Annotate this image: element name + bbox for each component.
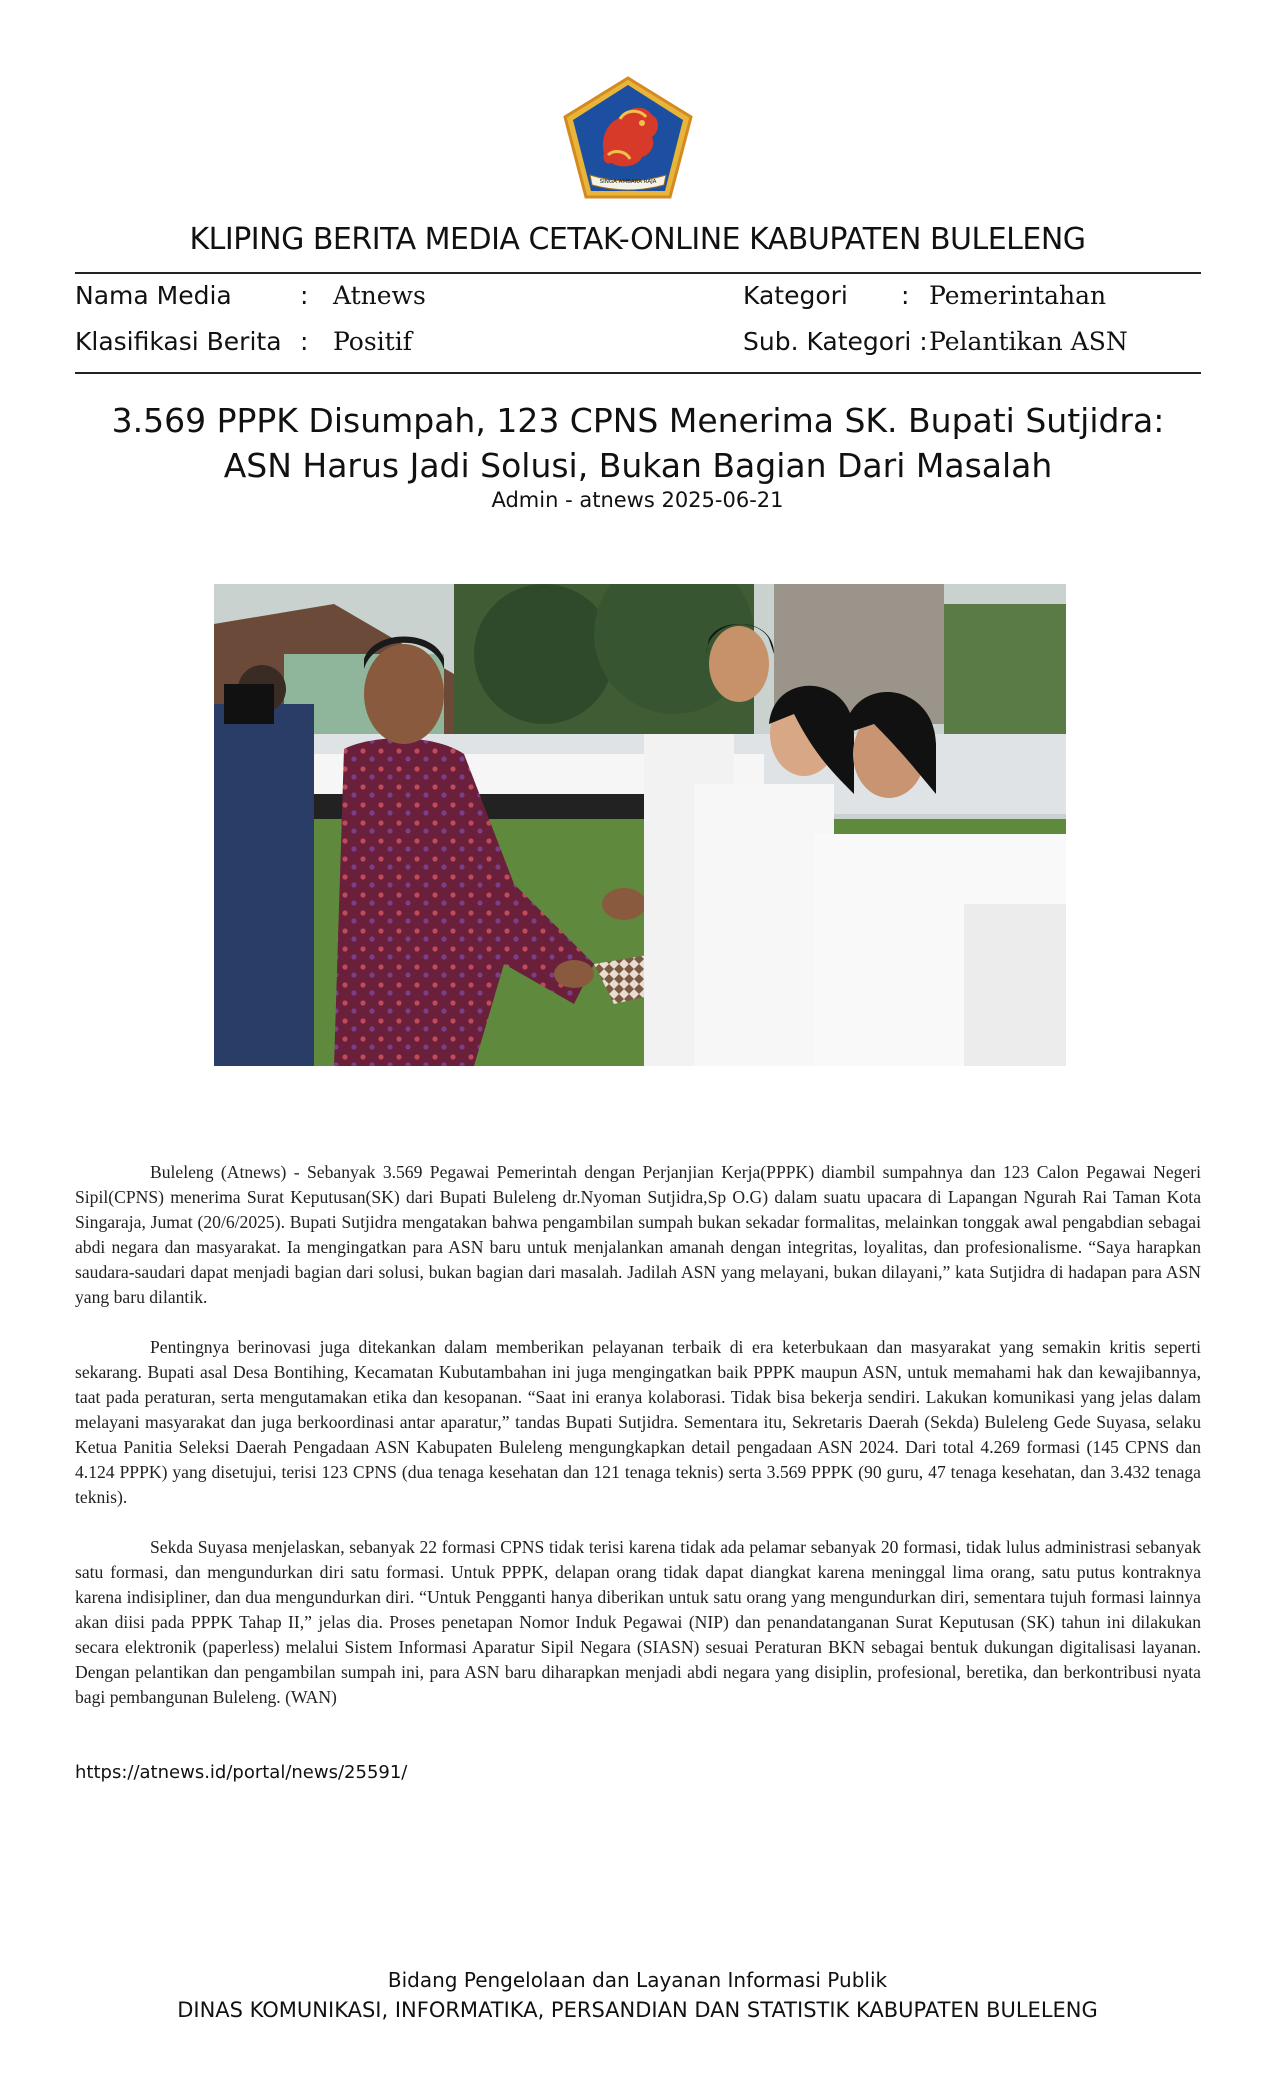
source-link[interactable]: https://atnews.id/portal/news/25591/ — [75, 1762, 408, 1783]
article-byline: Admin - atnews 2025-06-21 — [491, 488, 784, 512]
footer-department: Bidang Pengelolaan dan Layanan Informasi Publik — [387, 1968, 888, 1992]
nama-media-colon: : — [300, 281, 309, 310]
article-paragraph: Buleleng (Atnews) - Sebanyak 3.569 Pegawai Pemerintah dengan Perjanjian Kerja(PPPK) diambil sumpahnya dan 123 Calon Pegawai Negeri Sipil(CPNS) menerima Surat Keputusan(SK) dari Bupati Buleleng dr.Nyoman Sutjidra,Sp O.G) dalam suatu upacara di Lapangan Ngurah Rai Taman Kota Singaraja, Jumat (20/6/2025). Bupati Sutjidra mengatakan bahwa pengambilan sumpah bukan sekadar formalitas, melainkan tonggak awal pengabdian sebagai abdi negara dan masyarakat. Ia mengingatkan para ASN baru untuk menjalankan amanah dengan integritas, loyalitas, dan profesionalisme. “Saya harapkan saudara-saudari dapat menjadi bagian dari solusi, bukan bagian dari masalah. Jadilah ASN yang melayani, bukan dilayani,” kata Sutjidra di hadapan para ASN yang baru dilantik. — [75, 1162, 1201, 1307]
article-photo — [214, 584, 1066, 1066]
subkategori-value: Pelantikan ASN — [929, 327, 1128, 356]
subkategori-label: Sub. Kategori : — [743, 327, 928, 356]
klasifikasi-value: Positif — [333, 327, 412, 356]
emblem-ribbon-text: SINGA AMBARA RAJA — [599, 179, 657, 185]
kategori-colon: : — [901, 281, 910, 310]
article-paragraph: Sekda Suyasa menjelaskan, sebanyak 22 formasi CPNS tidak terisi karena tidak ada pelamar sebanyak 20 formasi, tidak lulus administrasi sebanyak satu formasi, dan mengundurkan diri satu formasi. Untuk PPPK, delapan orang tidak dapat diangkat karena meninggal lima orang, satu putus kontraknya karena indisipliner, dan dua mengundurkan diri. “Untuk Pengganti hanya diberikan untuk satu orang yang mengundurkan diri, sementara tujuh formasi lainnya akan diisi pada PPPK Tahap II,” jelas dia. Proses penetapan Nomor Induk Pegawai (NIP) dan penandatanganan Surat Keputusan (SK) tahun ini dilakukan secara elektronik (paperless) melalui Sistem Informasi Aparatur Sipil Negara (SIASN) sesuai Peraturan BKN sebagai bentuk dukungan digitalisasi layanan. Dengan pelantikan dan pengambilan sumpah ini, para ASN baru diharapkan menjadi abdi negara yang disiplin, profesional, beretika, dan berkontribusi nyata bagi pembangunan Buleleng. (WAN) — [75, 1537, 1201, 1707]
kategori-label: Kategori — [743, 281, 848, 310]
article-headline: 3.569 PPPK Disumpah, 123 CPNS Menerima SK. Bupati Sutjidra: ASN Harus Jadi Solusi, Bukan Bagian Dari Masalah — [111, 401, 1165, 485]
article-paragraph: Pentingnya berinovasi juga ditekankan dalam memberikan pelayanan terbaik di era keterbukaan dan masyarakat yang semakin kritis seperti sekarang. Bupati asal Desa Bontihing, Kecamatan Kubutambahan ini juga mengingatkan baik PPPK maupun ASN, untuk memahami hak dan kewajibannya, taat pada peraturan, serta mengutamakan etika dan kesopanan. “Saat ini eranya kolaborasi. Tidak bisa bekerja sendiri. Lakukan komunikasi yang jelas dalam melayani masyarakat dan juga berkoordinasi antar aparatur,” tandas Bupati Sutjidra. Sementara itu, Sekretaris Daerah (Sekda) Buleleng Gede Suyasa, selaku Ketua Panitia Seleksi Daerah Pengadaan ASN Kabupaten Buleleng mengungkapkan detail pengadaan ASN 2024. Dari total 4.269 formasi (145 CPNS dan 4.124 PPPK) yang disetujui, terisi 123 CPNS (dua tenaga kesehatan dan 121 tenaga teknis) serta 3.569 PPPK (90 guru, 47 tenaga kesehatan, dan 3.432 tenaga teknis). — [75, 1337, 1201, 1507]
nama-media-value: Atnews — [333, 281, 426, 310]
klasifikasi-label: Klasifikasi Berita — [75, 327, 282, 356]
top-divider — [75, 272, 1201, 274]
clipping-masthead-title: KLIPING BERITA MEDIA CETAK-ONLINE KABUPATEN BULELENG — [189, 222, 1086, 257]
bottom-divider — [75, 372, 1201, 374]
footer-agency: DINAS KOMUNIKASI, INFORMATIKA, PERSANDIAN DAN STATISTIK KABUPATEN BULELENG — [177, 1998, 1098, 2022]
nama-media-label: Nama Media — [75, 281, 232, 310]
article-body — [75, 1160, 1201, 1735]
buleleng-emblem-logo — [560, 75, 696, 201]
kategori-value: Pemerintahan — [929, 281, 1107, 310]
klasifikasi-colon: : — [300, 327, 309, 356]
